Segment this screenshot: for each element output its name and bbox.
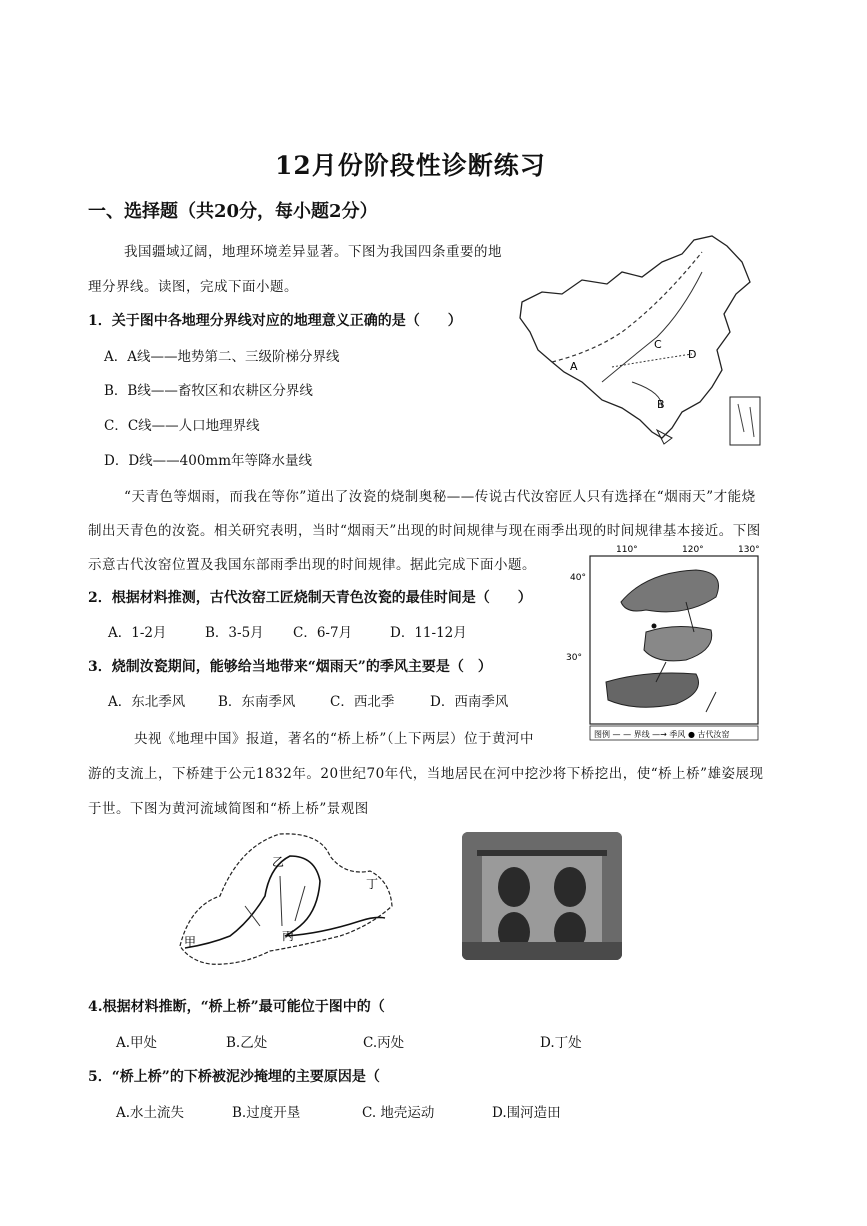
intro2-line2: 制出天青色的汝瓷。相关研究表明，当时“烟雨天”出现的时间规律与现在雨季出现的时间规律基本接近。下图 (88, 523, 761, 539)
q4-option-a[interactable]: A.甲处 (116, 1035, 158, 1051)
q1-stem: 1．关于图中各地理分界线对应的地理意义正确的是（ ） (88, 313, 462, 329)
intro1-line2: 理分界线。读图，完成下面小题。 (88, 279, 298, 295)
q5-option-a[interactable]: A.水土流失 (116, 1105, 185, 1121)
q1-option-a[interactable]: A．A线——地势第二、三级阶梯分界线 (104, 349, 340, 365)
q2-option-c[interactable]: C．6-7月 (293, 625, 353, 641)
intro3-line1: 央视《地理中国》报道，著名的“桥上桥”（上下两层）位于黄河中 (134, 731, 535, 747)
map1-label-b: B (657, 398, 665, 411)
intro2-line3: 示意古代汝窑位置及我国东部雨季出现的时间规律。据此完成下面小题。 (88, 557, 536, 573)
q5-option-b[interactable]: B.过度开垦 (232, 1105, 301, 1121)
q1-option-b[interactable]: B．B线——畜牧区和农耕区分界线 (104, 383, 313, 399)
q5-option-c[interactable]: C. 地壳运动 (362, 1105, 435, 1121)
map1-label-a: A (570, 360, 578, 373)
section-heading: 一、选择题（共20分，每小题2分） (88, 201, 378, 222)
q4-option-c[interactable]: C.丙处 (363, 1035, 405, 1051)
map3-label-ding: 丁 (366, 877, 379, 891)
map3-label-jia: 甲 (184, 935, 197, 949)
map2-lat-30: 30° (566, 653, 582, 663)
map2-lon-130: 130° (738, 545, 760, 555)
q5-stem: 5．“桥上桥”的下桥被泥沙掩埋的主要原因是（ (88, 1069, 380, 1085)
q1-option-c[interactable]: C．C线——人口地理界线 (104, 418, 260, 434)
intro2-line1: “天青色等烟雨，而我在等你”道出了汝瓷的烧制奥秘——传说古代汝窑匠人只有选择在“烟雨天”才能烧 (124, 489, 756, 505)
q4-stem: 4.根据材料推断，“桥上桥”最可能位于图中的（ (88, 999, 385, 1015)
q3-option-d[interactable]: D．西南季风 (430, 694, 509, 710)
q4-option-d[interactable]: D.丁处 (540, 1035, 582, 1051)
page-title: 12月份阶段性诊断练习 (275, 151, 546, 180)
china-boundary-map (512, 232, 770, 454)
q3-option-c[interactable]: C．西北季 (330, 694, 395, 710)
map2-legend: 图例 — — 界线 —→ 季风 ● 古代汝窑 (594, 730, 730, 739)
rainy-season-map (566, 542, 766, 742)
map1-label-d: D (688, 348, 697, 361)
q4-option-b[interactable]: B.乙处 (226, 1035, 268, 1051)
bridge-photo (462, 832, 622, 960)
q2-option-b[interactable]: B．3-5月 (205, 625, 264, 641)
q3-option-b[interactable]: B．东南季风 (218, 694, 296, 710)
q3-stem: 3．烧制汝瓷期间，能够给当地带来“烟雨天”的季风主要是（ ） (88, 659, 492, 675)
map2-lon-110: 110° (616, 545, 638, 555)
q2-option-a[interactable]: A．1-2月 (108, 625, 167, 641)
map1-label-c: C (654, 338, 662, 351)
intro1-line1: 我国疆域辽阔，地理环境差异显著。下图为我国四条重要的地 (124, 244, 502, 260)
q3-option-a[interactable]: A．东北季风 (108, 694, 186, 710)
map2-lat-40: 40° (570, 573, 586, 583)
intro3-line2: 游的支流上，下桥建于公元1832年。20世纪70年代，当地居民在河中挖沙将下桥挖出，使“桥上桥”雄姿展现 (88, 766, 764, 782)
q5-option-d[interactable]: D.围河造田 (492, 1105, 561, 1121)
map3-label-bing: 丙 (282, 929, 295, 943)
q2-stem: 2．根据材料推测，古代汝窑工匠烧制天青色汝瓷的最佳时间是（ ） (88, 590, 532, 606)
map3-label-yi: 乙 (272, 855, 285, 869)
q2-option-d[interactable]: D．11-12月 (390, 625, 467, 641)
map2-lon-120: 120° (682, 545, 704, 555)
intro3-line3: 于世。下图为黄河流域简图和“桥上桥”景观图 (88, 801, 369, 817)
q1-option-d[interactable]: D．D线——400mm年等降水量线 (104, 453, 313, 469)
yellow-river-basin-map (170, 826, 400, 974)
